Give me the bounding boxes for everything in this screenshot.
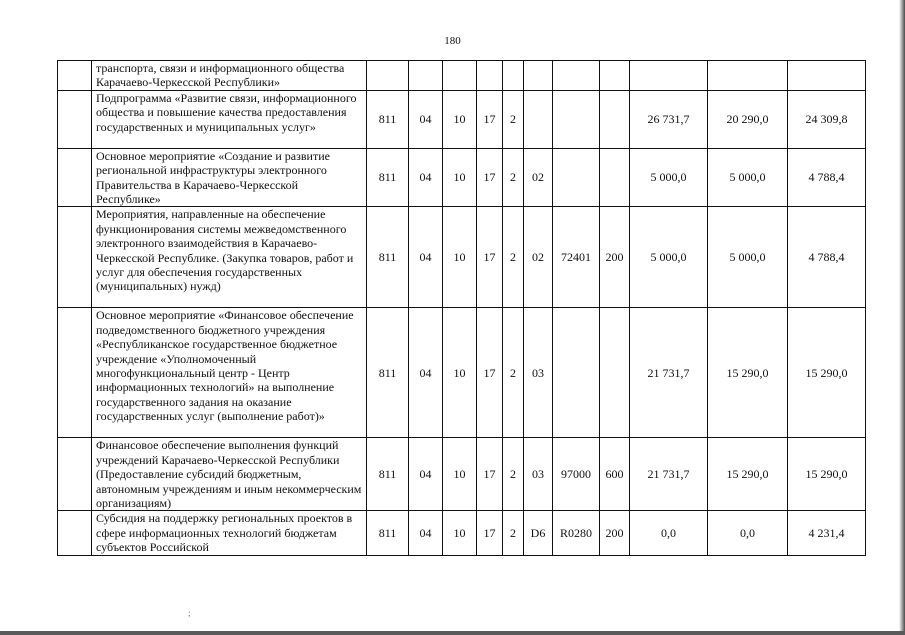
activity-cell: 02 [524,207,553,308]
program-cell: 17 [477,438,503,511]
row-number-cell [58,90,92,148]
row-name-cell: транспорта, связи и информационного общества Карачаево-Черкесской Республики» [92,61,367,91]
amount-2019-cell: 21 731,7 [630,438,708,511]
amount-2021-cell [788,61,866,91]
amount-2021-cell: 4 231,4 [788,511,866,555]
subprogram-cell: 2 [503,511,524,555]
row-number-cell [58,148,92,207]
program-cell: 17 [477,511,503,555]
amount-2019-cell: 5 000,0 [630,148,708,207]
program-cell [477,61,503,91]
subprogram-cell [503,61,524,91]
amount-2020-cell: 20 290,0 [708,90,788,148]
section-cell: 04 [409,148,443,207]
subsection-cell: 10 [443,438,477,511]
direction-cell [553,90,600,148]
row-name-cell: Подпрограмма «Развитие связи, информационного общества и повышение качества предоставления государственных и муниципальных услуг» [92,90,367,148]
ministry-code-cell [367,61,409,91]
section-cell: 04 [409,308,443,438]
subsection-cell: 10 [443,207,477,308]
expense-type-cell [600,308,630,438]
ministry-code-cell: 811 [367,511,409,555]
table-row [58,148,866,207]
expense-type-cell: 600 [600,438,630,511]
subsection-cell: 10 [443,308,477,438]
program-cell: 17 [477,207,503,308]
direction-cell [553,308,600,438]
amount-2019-cell [630,61,708,91]
subprogram-cell: 2 [503,207,524,308]
activity-cell [524,61,553,91]
table-row [58,61,866,91]
program-cell: 17 [477,148,503,207]
subsection-cell: 10 [443,511,477,555]
row-name-cell: Субсидия на поддержку региональных проектов в сфере информационных технологий бюджетам субъектов Российской [92,511,367,555]
amount-2021-cell: 4 788,4 [788,207,866,308]
activity-cell [524,90,553,148]
amount-2021-cell: 15 290,0 [788,438,866,511]
table-row [58,511,866,555]
row-number-cell [58,438,92,511]
section-cell [409,61,443,91]
ministry-code-cell: 811 [367,308,409,438]
amount-2019-cell: 26 731,7 [630,90,708,148]
row-number-cell [58,308,92,438]
row-name-cell: Основное мероприятие «Финансовое обеспечение подведомственного бюджетного учреждения «Республиканское государственное бюджетное учреждение «Уполномоченный многофункциональный центр - Центр информационных технологий» на выполнение государственного задания на оказание государственных услуг (выполнение работ)» [92,308,367,438]
table-body [58,61,866,556]
ministry-code-cell: 811 [367,148,409,207]
budget-table [57,60,866,556]
activity-cell: 03 [524,308,553,438]
subprogram-cell: 2 [503,308,524,438]
program-cell: 17 [477,90,503,148]
amount-2021-cell: 15 290,0 [788,308,866,438]
amount-2021-cell: 24 309,8 [788,90,866,148]
amount-2019-cell: 5 000,0 [630,207,708,308]
ministry-code-cell: 811 [367,90,409,148]
direction-cell [553,148,600,207]
direction-cell: R0280 [553,511,600,555]
subprogram-cell: 2 [503,90,524,148]
amount-2019-cell: 0,0 [630,511,708,555]
direction-cell: 97000 [553,438,600,511]
amount-2020-cell: 5 000,0 [708,207,788,308]
ministry-code-cell: 811 [367,438,409,511]
stray-mark: ; [188,608,191,618]
scan-edge-bottom [0,631,905,635]
amount-2020-cell: 5 000,0 [708,148,788,207]
section-cell: 04 [409,438,443,511]
table-row [58,308,866,438]
amount-2020-cell: 0,0 [708,511,788,555]
table-row [58,207,866,308]
row-name-cell: Финансовое обеспечение выполнения функций учреждений Карачаево-Черкесской Республики (Предоставление субсидий бюджетным, автономным учреждениям и иным некоммерческим организациям) [92,438,367,511]
amount-2020-cell: 15 290,0 [708,438,788,511]
row-number-cell [58,207,92,308]
expense-type-cell [600,148,630,207]
table-row [58,438,866,511]
activity-cell: D6 [524,511,553,555]
amount-2020-cell: 15 290,0 [708,308,788,438]
subprogram-cell: 2 [503,148,524,207]
expense-type-cell [600,61,630,91]
scan-edge-right [899,0,905,635]
subsection-cell [443,61,477,91]
row-number-cell [58,511,92,555]
row-name-cell: Мероприятия, направленные на обеспечение функционирования системы межведомственного электронного взаимодействия в Карачаево-Черкесской Республике. (Закупка товаров, работ и услуг для обеспечения государственных (муниципальных) нужд) [92,207,367,308]
expense-type-cell: 200 [600,511,630,555]
program-cell: 17 [477,308,503,438]
ministry-code-cell: 811 [367,207,409,308]
section-cell: 04 [409,511,443,555]
direction-cell [553,61,600,91]
activity-cell: 02 [524,148,553,207]
subprogram-cell: 2 [503,438,524,511]
table-row [58,90,866,148]
page-number: 180 [444,35,461,47]
row-number-cell [58,61,92,91]
section-cell: 04 [409,207,443,308]
expense-type-cell: 200 [600,207,630,308]
row-name-cell: Основное мероприятие «Создание и развитие региональной инфраструктуры электронного Правительства в Карачаево-Черкесской Республике» [92,148,367,207]
activity-cell: 03 [524,438,553,511]
subsection-cell: 10 [443,148,477,207]
expense-type-cell [600,90,630,148]
amount-2019-cell: 21 731,7 [630,308,708,438]
section-cell: 04 [409,90,443,148]
direction-cell: 72401 [553,207,600,308]
amount-2020-cell [708,61,788,91]
subsection-cell: 10 [443,90,477,148]
amount-2021-cell: 4 788,4 [788,148,866,207]
